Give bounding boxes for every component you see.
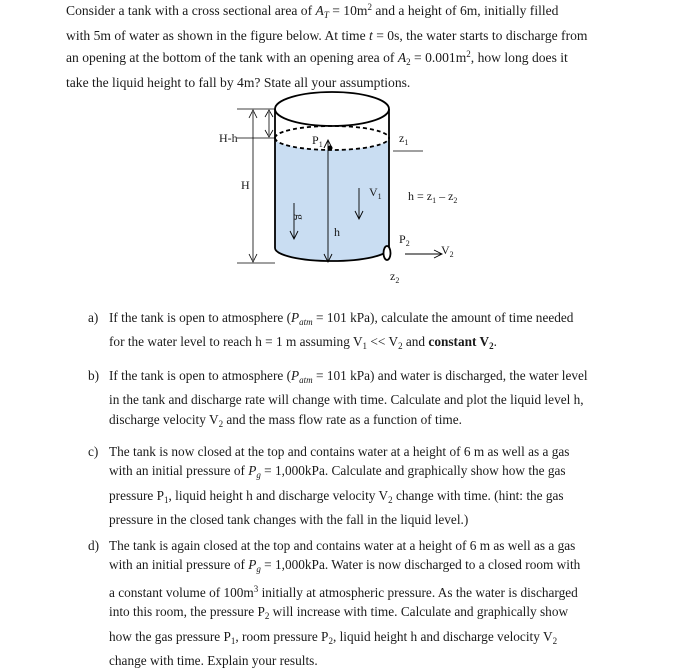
- label-g: g: [293, 214, 307, 220]
- part-line: discharge velocity $V_2$ and the mass flow rate as a function of time.: [109, 411, 462, 429]
- part-line: how the gas pressure $P_1$, room pressure $P_2$, liquid height h and discharge velocity $V_2$: [109, 628, 558, 646]
- label-H: H: [241, 178, 250, 192]
- intro-line: with 5m of water as shown in the figure below. At time t = 0s, the water starts to discharge from: [66, 27, 588, 43]
- label-V2: $V_2$: [441, 243, 454, 259]
- part-line: If the tank is open to atmosphere ($P_{atm} = 101$ kPa) and water is discharged, the water level: [109, 368, 588, 385]
- part-line: pressure in the closed tank changes with the fall in the liquid level.): [109, 512, 469, 528]
- part-line: pressure $P_1$, liquid height h and discharge velocity $V_2$ change with time. (hint: the gas: [109, 487, 564, 505]
- label-z2: $z_2$: [390, 269, 400, 285]
- part-line: If the tank is open to atmosphere ($P_{atm} = 101$ kPa), calculate the amount of time needed: [109, 310, 574, 327]
- part-label: c): [88, 444, 99, 459]
- part-line: a constant volume of $100m^3$ initially at atmospheric pressure. As the water is discharged: [109, 583, 578, 600]
- label-height-equation: $h = z_1 - z_2$: [408, 189, 458, 205]
- part-label: d): [88, 538, 100, 553]
- label-V1: $V_1$: [369, 185, 382, 201]
- part-label: a): [88, 310, 99, 325]
- part-label: b): [88, 368, 100, 383]
- part-text: [109, 308, 614, 357]
- part-line: with an initial pressure of $P_g = 1,000kPa$. Calculate and graphically show how the gas: [109, 463, 566, 481]
- part-line: The tank is again closed at the top and contains water at a height of 6 m as well as a gas: [109, 538, 576, 553]
- tank-top-rim: [275, 92, 389, 126]
- part-line: with an initial pressure of $P_g = 1,000kPa$. Water is now discharged to a closed room with: [109, 557, 581, 575]
- label-H-minus-h: H-h: [219, 131, 238, 145]
- part-line: for the water level to reach h = 1 m assuming $V_1 << V_2$ and constant $V_2$.: [109, 334, 497, 352]
- part-text: [109, 366, 614, 434]
- intro-line: Consider a tank with a cross sectional area of $A_T = 10m^2$ and a height of 6m, initially filled: [66, 2, 559, 20]
- intro-line: take the liquid height to fall by 4m? State all your assumptions.: [66, 74, 411, 90]
- part-line: into this room, the pressure $P_2$ will increase with time. Calculate and graphically show: [109, 604, 569, 622]
- label-P1: $P_1$: [312, 133, 323, 149]
- intro-line: an opening at the bottom of the tank with an opening area of $A_2 = 0.001m^2$, how long does it: [66, 49, 568, 68]
- part-line: change with time. Explain your results.: [109, 653, 318, 669]
- part-text: [109, 442, 614, 530]
- part-text: [109, 536, 614, 670]
- p1-point: [328, 146, 333, 151]
- part-line: The tank is now closed at the top and contains water at a height of 6 m as well as a gas: [109, 444, 570, 459]
- outlet-opening: [384, 246, 391, 260]
- part-line: in the tank and discharge rate will change with time. Calculate and plot the liquid level h,: [109, 392, 584, 408]
- label-P2: $P_2$: [399, 232, 410, 248]
- label-z1: $z_1$: [399, 131, 409, 147]
- tank-figure: [205, 90, 480, 295]
- problem-intro: [66, 0, 614, 92]
- water-surface-back: [275, 126, 389, 138]
- water-fill: [275, 138, 389, 261]
- label-h: h: [334, 225, 340, 239]
